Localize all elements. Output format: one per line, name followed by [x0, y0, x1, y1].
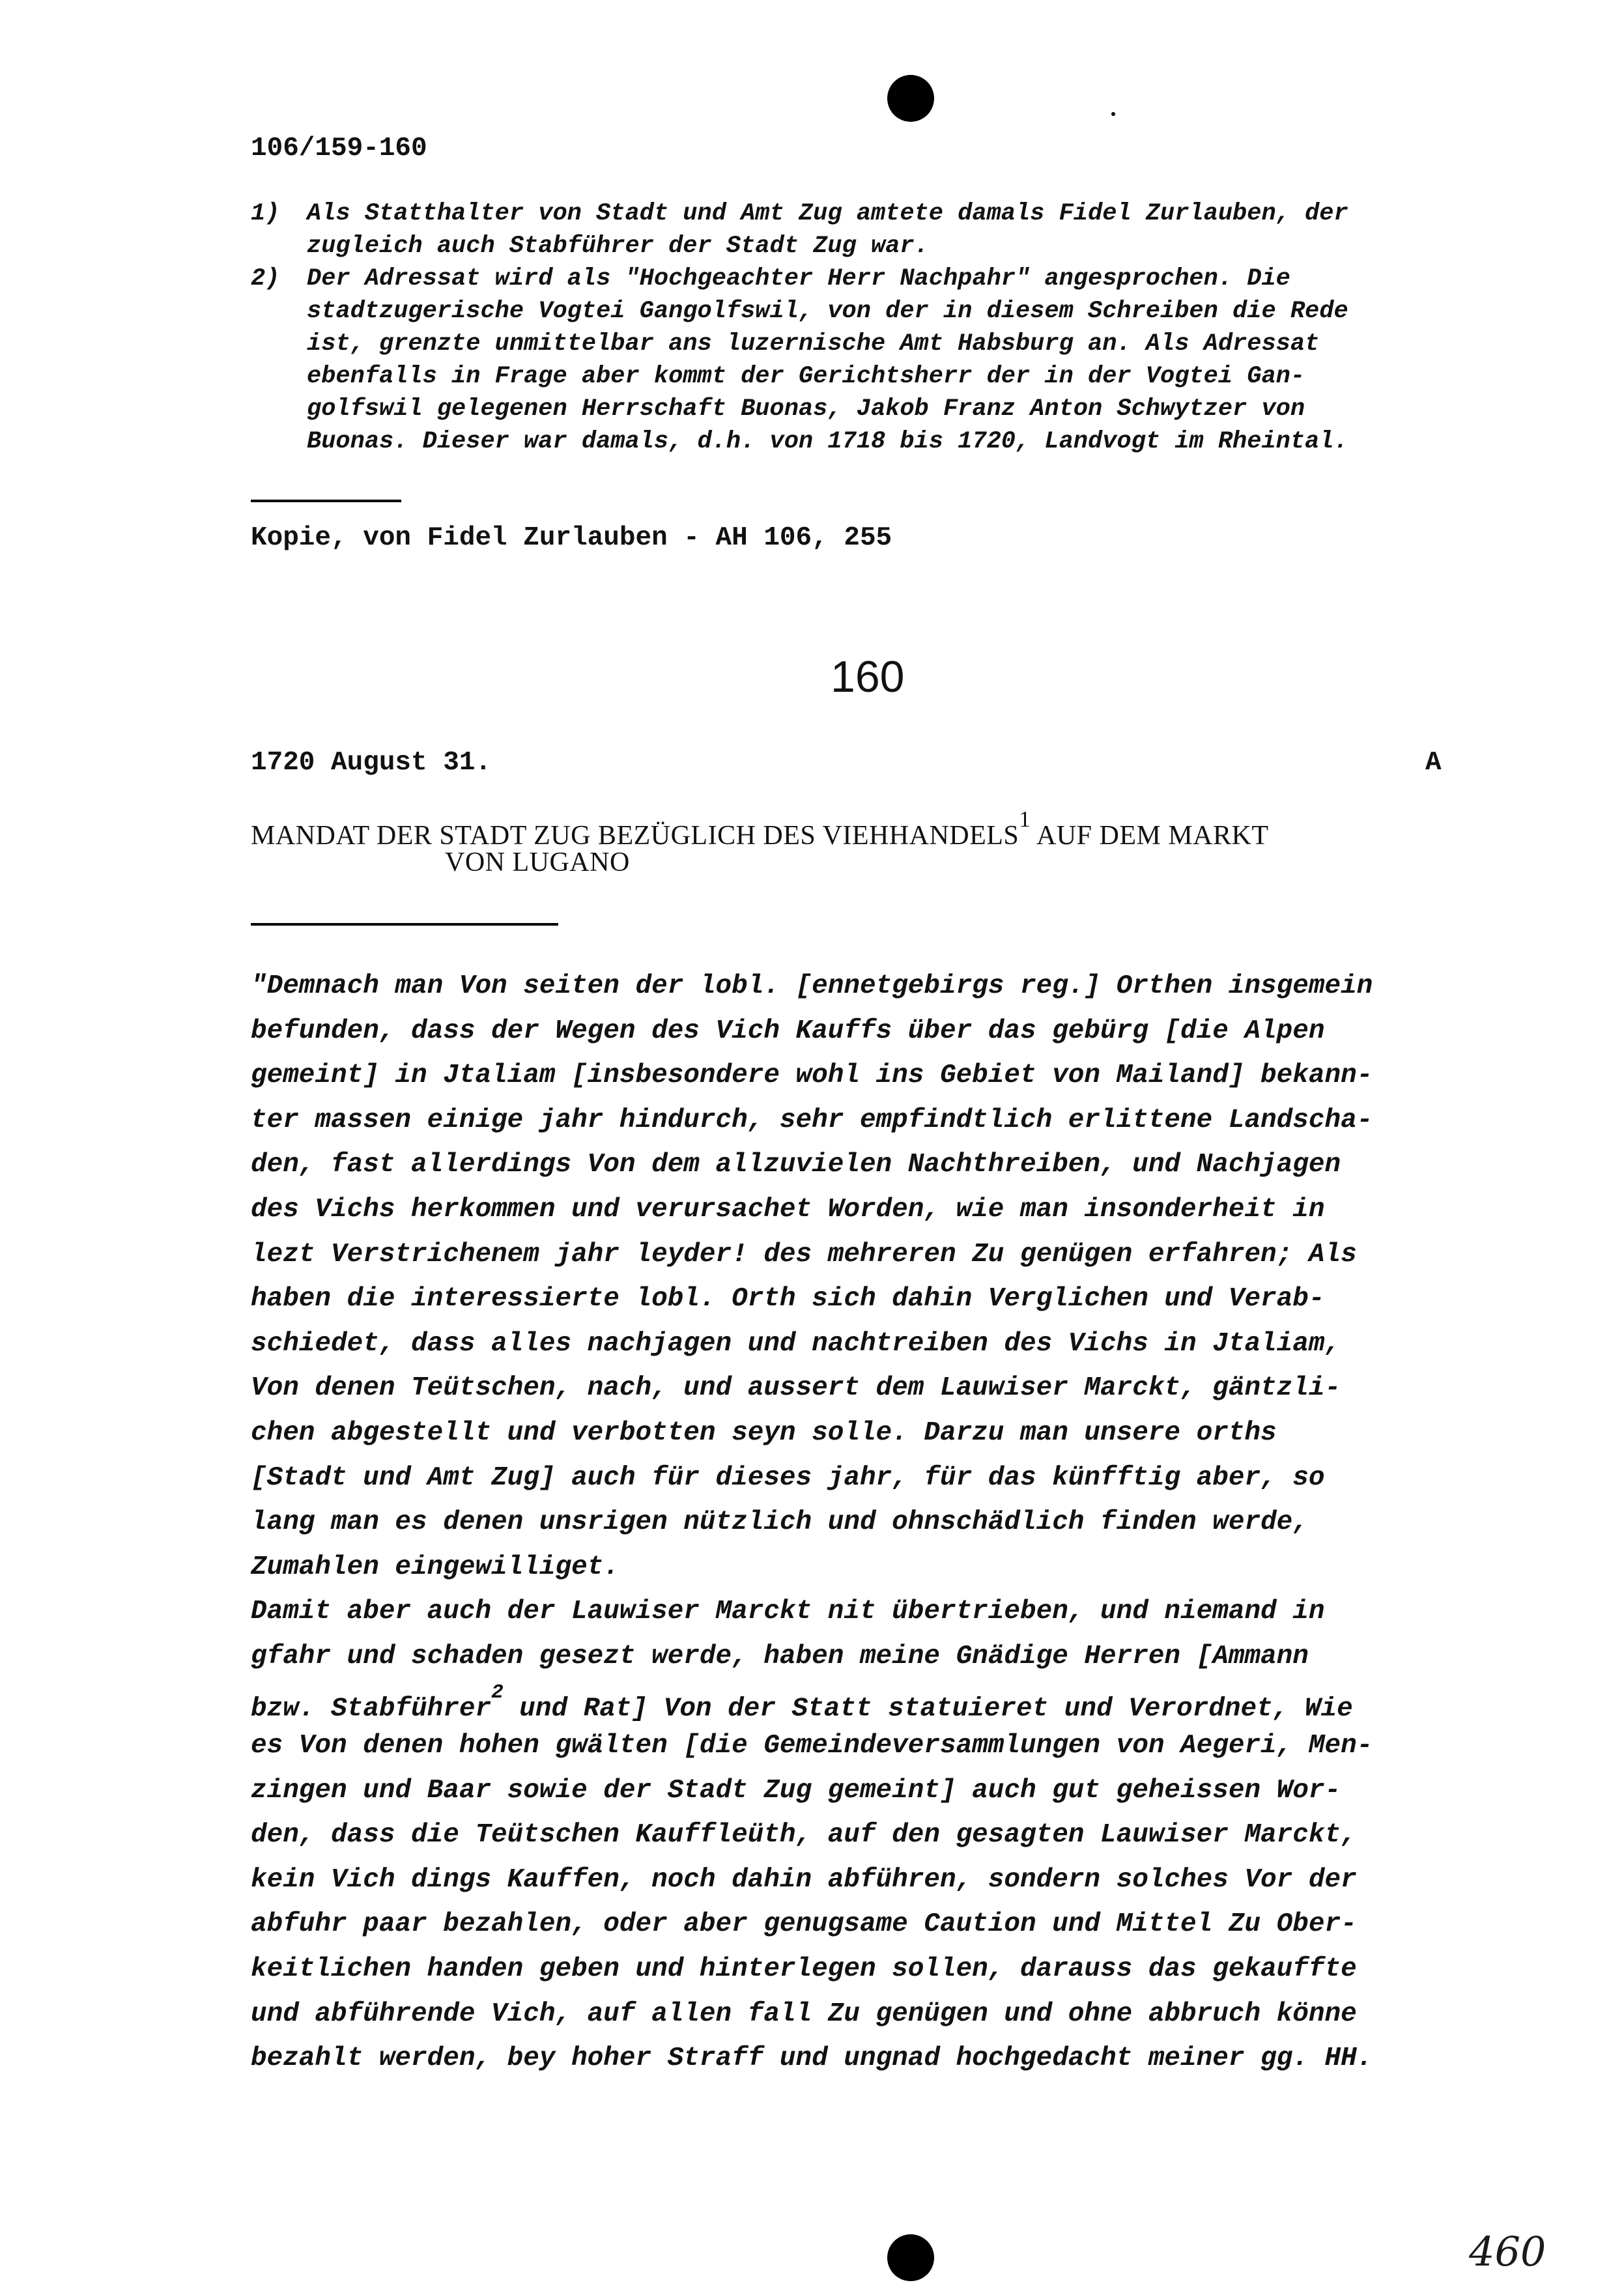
- footnote-divider: [251, 500, 401, 502]
- footnote-ref-1: 1: [1019, 806, 1031, 832]
- footnote-ref-2: 2: [491, 1681, 504, 1704]
- body-line: den, dass die Teütschen Kauffleüth, auf den gesagten Lauwiser Marckt,: [251, 1820, 1357, 1851]
- body-line: ter massen einige jahr hindurch, sehr empfindtlich erlittene Landscha-: [251, 1105, 1373, 1135]
- note-number: 1): [251, 200, 280, 227]
- note-1: [251, 197, 1554, 263]
- folio-number: 460: [1469, 2228, 1546, 2275]
- title-text: MANDAT DER STADT ZUG BEZÜGLICH DES VIEHHANDELS: [251, 821, 1019, 851]
- document-number: 160: [831, 652, 905, 702]
- body-line: lezt Verstrichenem jahr leyder! des mehreren Zu genügen erfahren; Als: [251, 1239, 1357, 1270]
- document-title-line-1: [251, 806, 1269, 851]
- body-line: Zumahlen eingewilliget.: [251, 1552, 620, 1582]
- speck-mark: [1111, 112, 1115, 116]
- note-line: ebenfalls in Frage aber kommt der Gerichtsherr der in der Vogtei Gan-: [307, 363, 1305, 390]
- body-line: befunden, dass der Wegen des Vich Kauffs über das gebürg [die Alpen: [251, 1016, 1325, 1046]
- note-2: [251, 263, 1554, 458]
- document-date: 1720 August 31.: [251, 748, 492, 778]
- title-text: AUF DEM MARKT: [1031, 821, 1269, 851]
- body-line: gfahr und schaden gesezt werde, haben meine Gnädige Herren [Ammann: [251, 1641, 1309, 1671]
- document-title-line-2: VON LUGANO: [445, 847, 630, 877]
- version-mark: A: [1425, 748, 1442, 778]
- body-line: Damit aber auch der Lauwiser Marckt nit übertrieben, und niemand in: [251, 1597, 1325, 1627]
- body-line: Von denen Teütschen, nach, und aussert dem Lauwiser Marckt, gäntzli-: [251, 1373, 1341, 1404]
- note-line: ist, grenzte unmittelbar ans luzernische Amt Habsburg an. Als Adressat: [307, 330, 1320, 358]
- reference-number: 106/159-160: [251, 134, 427, 164]
- punch-hole-bottom: [887, 2234, 934, 2281]
- body-line: keitlichen handen geben und hinterlegen sollen, darauss das gekauffte: [251, 1954, 1357, 1985]
- body-line: gemeint] in Jtaliam [insbesondere wohl ins Gebiet von Mailand] bekann-: [251, 1060, 1373, 1091]
- body-line: abfuhr paar bezahlen, oder aber genugsame Caution und Mittel Zu Ober-: [251, 1909, 1357, 1940]
- note-line: Buonas. Dieser war damals, d.h. von 1718 bis 1720, Landvogt im Rheintal.: [307, 428, 1348, 455]
- body-line: den, fast allerdings Von dem allzuvielen Nachthreiben, und Nachjagen: [251, 1150, 1341, 1180]
- body-text: [251, 967, 1554, 2084]
- body-line: [Stadt und Amt Zug] auch für dieses jahr, für das künfftig aber, so: [251, 1462, 1325, 1493]
- body-line: bezahlt werden, bey hoher Straff und ungnad hochgedacht meiner gg. HH.: [251, 2043, 1373, 2074]
- body-line: zingen und Baar sowie der Stadt Zug gemeint] auch gut geheissen Wor-: [251, 1775, 1341, 1806]
- note-number: 2): [251, 265, 280, 292]
- body-line: und abführende Vich, auf allen fall Zu genügen und ohne abbruch könne: [251, 1998, 1357, 2029]
- body-line: schiedet, dass alles nachjagen und nachtreiben des Vichs in Jtaliam,: [251, 1328, 1341, 1359]
- punch-hole-top: [887, 75, 934, 122]
- notes-block: [251, 197, 1554, 458]
- body-line: es Von denen hohen gwälten [die Gemeindeversammlungen von Aegeri, Men-: [251, 1731, 1373, 1761]
- body-text-segment: bzw. Stabführer: [251, 1694, 492, 1724]
- title-divider: [251, 923, 558, 926]
- note-line: Der Adressat wird als "Hochgeachter Herr Nachpahr" angesprochen. Die: [307, 265, 1290, 292]
- body-line: chen abgestellt und verbotten seyn solle. Darzu man unsere orths: [251, 1417, 1277, 1448]
- body-line: "Demnach man Von seiten der lobl. [ennetgebirgs reg.] Orthen insgemein: [251, 971, 1373, 1001]
- note-line: zugleich auch Stabführer der Stadt Zug war.: [307, 233, 929, 260]
- body-line: des Vichs herkommen und verursachet Worden, wie man insonderheit in: [251, 1194, 1325, 1225]
- body-line: [251, 1682, 1554, 1727]
- body-line: kein Vich dings Kauffen, noch dahin abführen, sondern solches Vor der: [251, 1864, 1357, 1895]
- source-line: Kopie, von Fidel Zurlauben - AH 106, 255: [251, 523, 892, 553]
- note-line: stadtzugerische Vogtei Gangolfswil, von der in diesem Schreiben die Rede: [307, 298, 1348, 325]
- note-line: golfswil gelegenen Herrschaft Buonas, Jakob Franz Anton Schwytzer von: [307, 395, 1305, 423]
- note-line: Als Statthalter von Stadt und Amt Zug amtete damals Fidel Zurlauben, der: [307, 200, 1348, 227]
- body-text-segment: und Rat] Von der Statt statuieret und Verordnet, Wie: [503, 1694, 1353, 1724]
- body-line: lang man es denen unsrigen nützlich und ohnschädlich finden werde,: [251, 1507, 1309, 1538]
- body-line: haben die interessierte lobl. Orth sich dahin Verglichen und Verab-: [251, 1284, 1325, 1315]
